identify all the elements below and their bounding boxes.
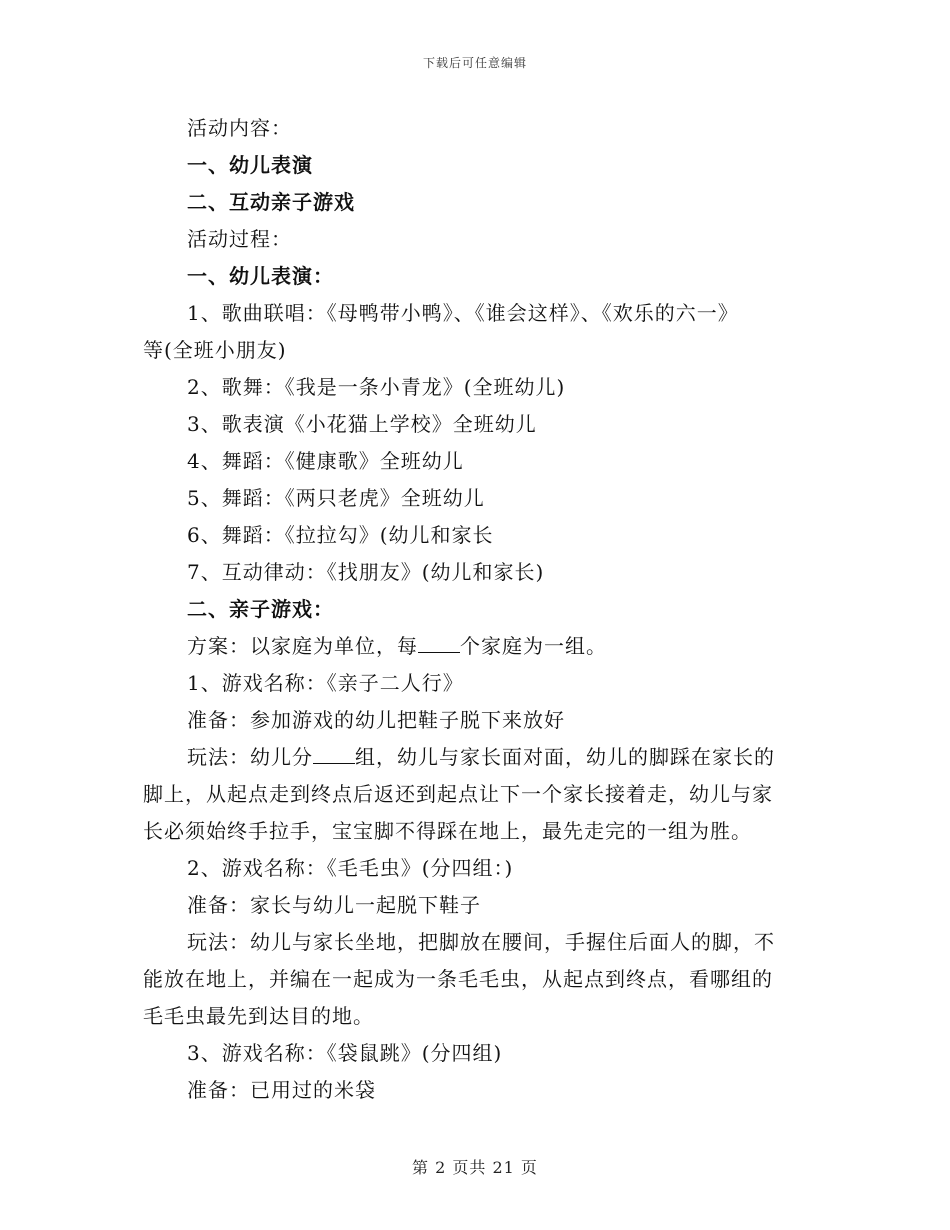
page-footer: 第 2 页共 21 页 (412, 1158, 538, 1177)
heading-games: 二、亲子游戏： (187, 597, 334, 621)
paragraph-line: 准备：家长与幼儿一起脱下鞋子 (187, 893, 481, 917)
paragraph-line: 3、歌表演《小花猫上学校》全班幼儿 (187, 412, 537, 436)
text-span: 方案：以家庭为单位，每 (187, 634, 418, 658)
paragraph-line: 准备：已用过的米袋 (187, 1078, 376, 1102)
fill-in-blank (418, 630, 460, 653)
paragraph-line: 脚上，从起点走到终点后返还到起点让下一个家长接着走，幼儿与家 (143, 782, 773, 806)
text-span: 玩法：幼儿分 (187, 745, 313, 769)
paragraph-line (143, 628, 808, 665)
text-span: 组，幼儿与家长面对面，幼儿的脚踩在家长的 (355, 745, 775, 769)
paragraph-line: 7、互动律动：《找朋友》(幼儿和家长) (187, 560, 545, 584)
section-label-process: 活动过程： (187, 227, 292, 251)
heading-performance: 一、幼儿表演： (187, 264, 334, 288)
paragraph-line: 4、舞蹈：《健康歌》全班幼儿 (187, 449, 464, 473)
paragraph-line: 2、游戏名称：《毛毛虫》(分四组：) (187, 856, 514, 880)
paragraph-line: 玩法：幼儿与家长坐地，把脚放在腰间，手握住后面人的脚，不 (187, 930, 775, 954)
paragraph-line: 等(全班小朋友) (143, 338, 287, 362)
paragraph-line: 能放在地上，并编在一起成为一条毛毛虫，从起点到终点，看哪组的 (143, 967, 773, 991)
page-header: 下载后可任意编辑 (422, 56, 527, 70)
paragraph-line (143, 739, 808, 776)
fill-in-blank (313, 741, 355, 764)
paragraph-line: 1、游戏名称：《亲子二人行》 (187, 671, 464, 695)
content-item-1: 一、幼儿表演 (187, 153, 313, 177)
paragraph-line: 1、歌曲联唱：《母鸭带小鸭》、《谁会这样》、《欢乐的六一》 (187, 301, 739, 325)
paragraph-line: 2、歌舞：《我是一条小青龙》(全班幼儿) (187, 375, 566, 399)
paragraph-line: 准备：参加游戏的幼儿把鞋子脱下来放好 (187, 708, 565, 732)
document-body (143, 110, 808, 1109)
paragraph-line: 3、游戏名称：《袋鼠跳》(分四组) (187, 1041, 503, 1065)
paragraph-line: 毛毛虫最先到达目的地。 (143, 1004, 374, 1028)
section-label-content: 活动内容： (187, 116, 292, 140)
paragraph-line: 长必须始终手拉手，宝宝脚不得踩在地上，最先走完的一组为胜。 (143, 819, 752, 843)
text-span: 个家庭为一组。 (460, 634, 607, 658)
paragraph-line: 6、舞蹈：《拉拉勾》(幼儿和家长 (187, 523, 494, 547)
paragraph-line: 5、舞蹈：《两只老虎》全班幼儿 (187, 486, 485, 510)
content-item-2: 二、互动亲子游戏 (187, 190, 355, 214)
